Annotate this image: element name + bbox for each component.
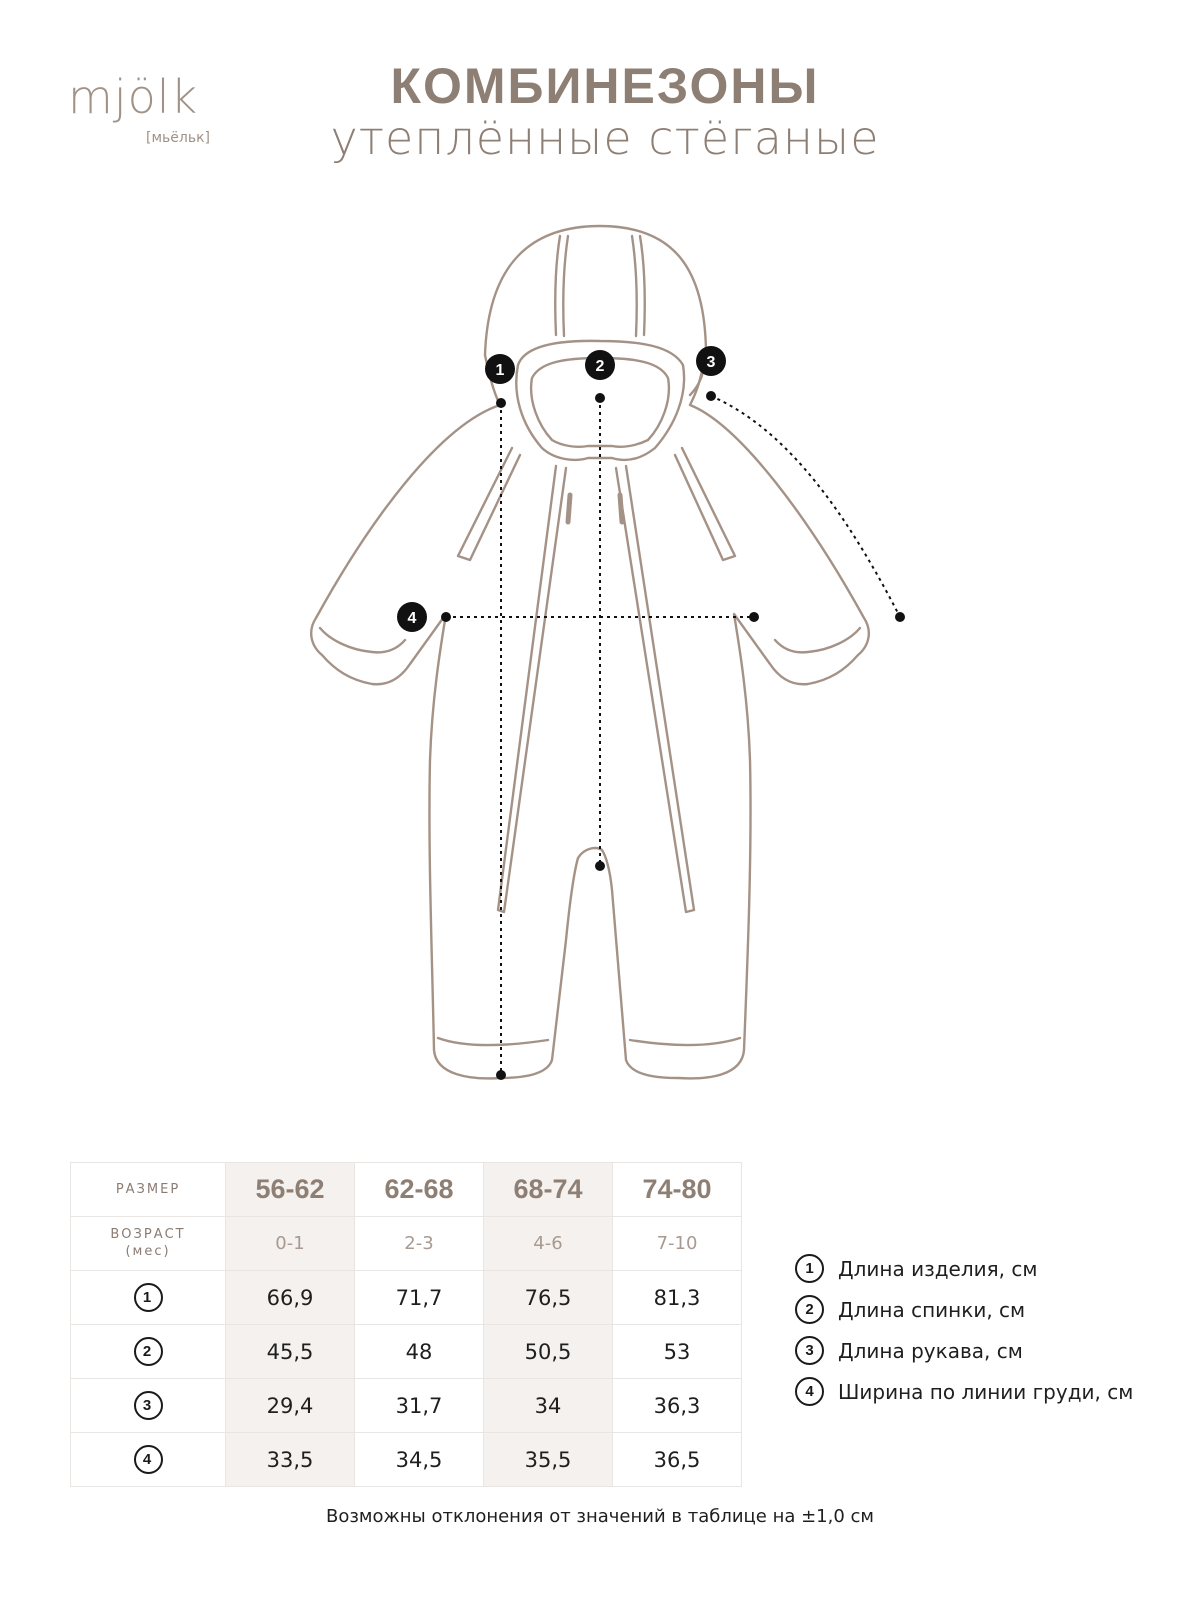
diagram-marker-1 — [485, 354, 515, 384]
age-header-line1: ВОЗРАСТ — [110, 1227, 186, 1243]
row-marker-cell — [71, 1271, 226, 1325]
diagram-marker-3 — [696, 346, 726, 376]
value-cell: 35,5 — [484, 1433, 613, 1487]
table-row — [71, 1433, 742, 1487]
legend-item — [795, 1330, 1133, 1371]
legend-marker: 1 — [795, 1254, 824, 1283]
size-header: РАЗМЕР — [71, 1163, 226, 1217]
table-row — [71, 1379, 742, 1433]
brand-pronunciation: [мьёльк] — [146, 130, 211, 146]
row-marker-cell — [71, 1433, 226, 1487]
legend-marker: 2 — [795, 1295, 824, 1324]
row-marker: 1 — [134, 1283, 163, 1312]
legend-text: Длина изделия, см — [838, 1256, 1038, 1281]
size-row — [71, 1163, 742, 1217]
jumpsuit-diagram — [290, 215, 930, 1095]
value-cell: 34 — [484, 1379, 613, 1433]
brand-name: mjölk — [68, 70, 199, 124]
measurement-lines — [446, 396, 900, 1075]
value-cell: 36,3 — [613, 1379, 742, 1433]
diagram-marker-2 — [585, 350, 615, 380]
marker-3-label: 3 — [706, 354, 716, 371]
legend-item — [795, 1248, 1133, 1289]
value-cell: 48 — [355, 1325, 484, 1379]
value-cell: 71,7 — [355, 1271, 484, 1325]
page-title: КОМБИНЕЗОНЫ — [390, 58, 820, 114]
size-cell: 56-62 — [226, 1163, 355, 1217]
marker-4-label: 4 — [407, 610, 417, 627]
legend-text: Ширина по линии груди, см — [838, 1379, 1134, 1404]
row-marker: 3 — [134, 1391, 163, 1420]
legend-text: Длина рукава, см — [838, 1338, 1023, 1363]
table-row — [71, 1271, 742, 1325]
page-subtitle: утеплённые стёганые — [330, 110, 880, 165]
legend-item — [795, 1289, 1133, 1330]
value-cell: 33,5 — [226, 1433, 355, 1487]
age-cell: 4-6 — [484, 1217, 613, 1271]
page-header — [300, 60, 910, 163]
age-header — [71, 1217, 226, 1271]
legend-item — [795, 1371, 1133, 1412]
row-marker-cell — [71, 1379, 226, 1433]
measurement-endpoints — [441, 391, 905, 1080]
value-cell: 36,5 — [613, 1433, 742, 1487]
age-cell: 7-10 — [613, 1217, 742, 1271]
value-cell: 29,4 — [226, 1379, 355, 1433]
value-cell: 31,7 — [355, 1379, 484, 1433]
legend-text: Длина спинки, см — [838, 1297, 1026, 1322]
size-cell: 74-80 — [613, 1163, 742, 1217]
legend-marker: 3 — [795, 1336, 824, 1365]
value-cell: 53 — [613, 1325, 742, 1379]
value-cell: 34,5 — [355, 1433, 484, 1487]
row-marker: 2 — [134, 1337, 163, 1366]
row-marker-cell — [71, 1325, 226, 1379]
size-table — [70, 1162, 742, 1487]
row-marker: 4 — [134, 1445, 163, 1474]
value-cell: 81,3 — [613, 1271, 742, 1325]
age-header-line2: (мес) — [125, 1243, 171, 1259]
marker-2-label: 2 — [595, 358, 605, 375]
age-cell: 0-1 — [226, 1217, 355, 1271]
value-cell: 50,5 — [484, 1325, 613, 1379]
brand-logo — [68, 70, 228, 146]
size-cell: 68-74 — [484, 1163, 613, 1217]
size-cell: 62-68 — [355, 1163, 484, 1217]
table-row — [71, 1325, 742, 1379]
value-cell: 45,5 — [226, 1325, 355, 1379]
diagram-marker-4 — [397, 602, 427, 632]
measurement-legend — [795, 1248, 1133, 1412]
marker-1-label: 1 — [495, 362, 505, 379]
value-cell: 66,9 — [226, 1271, 355, 1325]
legend-marker: 4 — [795, 1377, 824, 1406]
age-row — [71, 1217, 742, 1271]
age-cell: 2-3 — [355, 1217, 484, 1271]
value-cell: 76,5 — [484, 1271, 613, 1325]
footnote: Возможны отклонения от значений в таблице на ±1,0 см — [326, 1506, 874, 1527]
